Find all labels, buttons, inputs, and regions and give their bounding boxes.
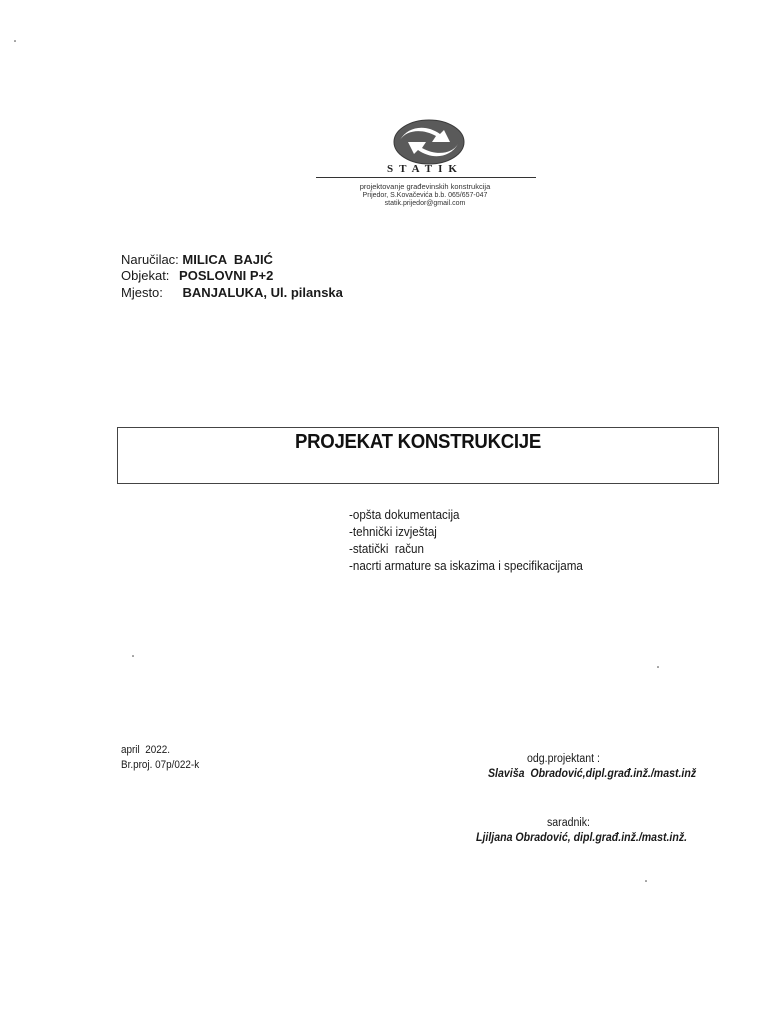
location-value: BANJALUKA, Ul. pilanska	[182, 285, 343, 300]
content-item: -tehnički izvještaj	[349, 525, 437, 539]
scan-speck	[14, 40, 16, 42]
content-item: -nacrti armature sa iskazima i specifikacijama	[349, 559, 583, 573]
document-date: april 2022.	[121, 744, 170, 756]
logo-divider	[316, 177, 536, 178]
associate-role: saradnik:	[547, 817, 590, 829]
associate-name: Ljiljana Obradović, dipl.građ.inž./mast.inž.	[476, 832, 688, 844]
company-tagline: projektovanje građevinskih konstrukcija	[359, 182, 491, 191]
client-label: Naručilac:	[121, 252, 179, 267]
client-row	[121, 252, 273, 267]
client-value: MILICA BAJIĆ	[182, 252, 273, 267]
company-name: STATIK	[387, 163, 463, 175]
company-address: Prijedor, S.Kovačevića b.b. 065/657-047	[362, 192, 488, 199]
object-value: POSLOVNI P+2	[179, 268, 274, 283]
scan-speck	[657, 666, 659, 668]
company-email: statik.prijedor@gmail.com	[384, 200, 466, 207]
document-title: PROJEKAT KONSTRUKCIJE	[295, 431, 541, 453]
scan-speck	[132, 655, 134, 657]
content-item: -opšta dokumentacija	[349, 508, 460, 522]
location-label: Mjesto:	[121, 285, 163, 300]
content-item: -statički račun	[349, 542, 424, 556]
statik-logo-icon	[392, 118, 466, 166]
designer-name: Slaviša Obradović,dipl.građ.inž./mast.inž	[488, 768, 697, 780]
designer-role: odg.projektant :	[527, 753, 600, 765]
scan-speck	[645, 880, 647, 882]
project-number: Br.proj. 07p/022-k	[121, 759, 200, 771]
location-row	[121, 285, 343, 300]
object-row	[121, 268, 273, 283]
object-label: Objekat:	[121, 268, 170, 283]
